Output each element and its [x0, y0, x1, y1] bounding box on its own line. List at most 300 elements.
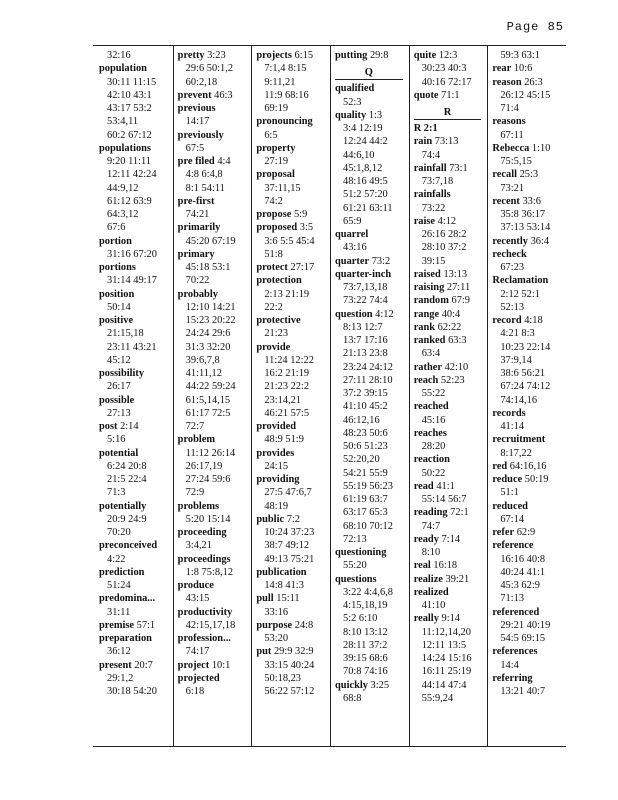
page-reference: 8:13 12:7: [343, 321, 383, 333]
page-number: Page 85: [506, 20, 564, 34]
page-reference: 3:23: [207, 50, 226, 61]
page-reference: 37:2 39:15: [343, 388, 388, 399]
page-reference: 42:10: [444, 361, 469, 373]
page-reference: 7:14: [441, 533, 460, 545]
index-term: proposed: [256, 222, 298, 234]
page-reference: 27:11 28:10: [343, 374, 393, 386]
index-entry: [256, 592, 330, 605]
page-reference: 36:4: [530, 235, 550, 247]
index-term: provided: [256, 421, 296, 432]
page-reference: 3:5: [299, 222, 314, 234]
index-term: portion: [99, 235, 132, 247]
page-reference: 13:21 40:7: [500, 686, 546, 697]
page-reference: 43:17 53:2: [107, 103, 152, 114]
page-reference: 26:16 28:2: [421, 229, 467, 240]
page-reference: 50:6 51:23: [343, 441, 388, 452]
index-term: questions: [335, 573, 377, 585]
page-reference: 12:3: [438, 50, 458, 61]
page-reference: 5:16: [107, 434, 126, 446]
index-entry: [335, 109, 409, 122]
page-reference: 10:24 37:23: [264, 527, 315, 538]
page-reference: 2:12 52:1: [500, 288, 540, 300]
page-reference: 6:15: [294, 50, 314, 61]
page-reference: 13:7 17:16: [343, 335, 388, 346]
page-reference: 40:4: [441, 308, 461, 320]
index-column: [93, 46, 173, 746]
page-reference: 74:4: [421, 149, 441, 161]
index-term: position: [99, 288, 135, 300]
page-reference: 25:3: [519, 169, 539, 181]
index-term: reached: [413, 401, 449, 413]
index-term: rank: [413, 321, 436, 333]
index-entry: [492, 473, 566, 486]
page-reference: 33:16: [264, 606, 289, 618]
section-header: Q: [335, 66, 403, 80]
page-reference: 15:23 20:22: [185, 315, 236, 326]
index-term: questioning: [335, 547, 387, 558]
page-reference: 11:12,14,20: [421, 626, 471, 638]
page-reference: 72:1: [450, 507, 469, 519]
index-term: red: [492, 460, 508, 472]
page-reference: 67:23: [500, 262, 525, 273]
index-entry: [414, 321, 488, 334]
index-entry: [99, 420, 173, 433]
index-term: populations: [99, 142, 151, 154]
page-reference: 52:20,20: [343, 454, 380, 466]
page-reference: 48:9 51:9: [264, 434, 304, 446]
index-entry: [414, 334, 488, 347]
page-reference: 8:10: [421, 547, 441, 558]
index-term: prediction: [99, 566, 145, 578]
index-term: rainfall: [413, 162, 447, 174]
index-term: read: [413, 480, 434, 492]
page-reference: 23:11 43:21: [107, 341, 157, 353]
index-term: possible: [99, 394, 135, 406]
page-reference: 72:9: [185, 487, 205, 499]
page-reference: 3:6 5:5 45:4: [264, 235, 315, 247]
page-reference: 2:14: [120, 421, 139, 432]
index-term: quarter: [335, 255, 370, 267]
page-reference: 50:19: [524, 474, 549, 485]
index-term: produce: [177, 580, 214, 591]
index-column: [330, 46, 409, 746]
page-reference: 42:15,17,18: [185, 619, 236, 631]
page-reference: 1:10: [531, 142, 551, 154]
index-entry: [256, 619, 330, 632]
page-reference: 61:19 63:7: [343, 494, 388, 505]
index-term: predomina...: [99, 593, 156, 605]
page-reference: 50:18,23: [264, 672, 302, 684]
page-reference: 15:11: [276, 593, 300, 605]
index-entry: [414, 533, 488, 546]
page-reference: 72:13: [343, 533, 367, 545]
index-term: rather: [413, 361, 442, 373]
index-term: prevent: [177, 89, 212, 101]
index-entry: [492, 62, 566, 75]
index-term: reason: [492, 76, 522, 88]
page-reference: 73:7,18: [421, 176, 454, 187]
index-entry: [335, 679, 409, 692]
page-reference: 24:8: [294, 619, 314, 631]
page-reference: 50:14: [107, 301, 131, 313]
page-reference: 5:20 15:14: [185, 513, 231, 525]
index-term: proposal: [256, 169, 295, 181]
page-reference: 11:9 68:16: [264, 89, 309, 101]
page-reference: 21:23 22:2: [264, 381, 310, 393]
index-term: Rebecca: [492, 142, 530, 154]
index-term: purpose: [256, 619, 293, 631]
index-entry: [492, 526, 566, 539]
page-reference: 4:22: [107, 553, 126, 565]
page-reference: 68:8: [343, 692, 362, 704]
page-reference: 64:3,12: [107, 209, 139, 220]
index-entry: [414, 480, 488, 493]
index-term: protect: [256, 262, 288, 273]
page-reference: 63:4: [421, 348, 441, 360]
index-entry: [178, 49, 252, 62]
index-entry: [414, 612, 488, 625]
index-term: quality: [335, 109, 367, 121]
page-reference: 44:22 59:24: [185, 381, 236, 393]
page-reference: 43:16: [343, 242, 367, 254]
index-term: reasons: [492, 116, 526, 128]
index-entry: [256, 645, 330, 658]
page-reference: 4:12: [437, 215, 457, 227]
page-reference: 27:19: [264, 156, 289, 167]
index-term: put: [256, 646, 272, 658]
page-reference: 55:9,24: [421, 692, 454, 704]
page-reference: 74:14,16: [500, 394, 538, 406]
index-entry: [414, 281, 488, 294]
page-reference: 6:18: [185, 686, 205, 697]
page-reference: 8:10 13:12: [343, 626, 388, 638]
index-term: problems: [177, 500, 220, 512]
index-term: reaction: [413, 454, 450, 466]
page-reference: 63:3: [448, 335, 467, 346]
index-term: raise: [413, 215, 436, 227]
page-reference: 44:9,12: [107, 182, 139, 194]
page-reference: 30:11 11:15: [107, 76, 157, 88]
index-term: quote: [413, 89, 439, 101]
page-reference: 14:17: [185, 116, 210, 128]
index-term: realize: [413, 573, 443, 585]
page-reference: 3:4,21: [185, 540, 212, 552]
page-reference: 36:12: [107, 646, 131, 658]
index-term: reading: [413, 507, 448, 519]
page-reference: 68:10 70:12: [343, 520, 393, 532]
page-reference: 73:13: [434, 136, 459, 148]
index-term: ready: [413, 533, 439, 545]
page-reference: 13:13: [443, 268, 468, 280]
page-reference: 51:2 57:20: [343, 189, 388, 201]
index-entry: [256, 261, 330, 274]
index-term: raised: [413, 268, 441, 280]
index-entry: [492, 168, 566, 181]
page-reference: 61:5,14,15: [185, 394, 231, 406]
index-term: population: [99, 63, 147, 75]
page-reference: 67:9: [451, 295, 470, 307]
page-reference: 62:9: [516, 527, 536, 538]
index-entry: [178, 659, 252, 672]
index-column: [409, 46, 488, 746]
page-reference: 37:13 53:14: [500, 222, 551, 234]
index-entry: [492, 76, 566, 89]
page-reference: 57:1: [136, 619, 156, 631]
index-entry: [492, 142, 566, 155]
page-reference: 38:6 56:21: [500, 368, 546, 379]
page-reference: 1:8 75:8,12: [185, 566, 234, 578]
index-term: recheck: [492, 248, 527, 260]
page-reference: 73:22: [421, 202, 446, 214]
page-reference: 31:3 32:20: [185, 341, 231, 353]
index-entry: [492, 460, 566, 473]
page-reference: 21:15,18: [107, 328, 144, 340]
page-reference: 45:20 67:19: [185, 235, 236, 247]
page-reference: 62:22: [437, 321, 462, 333]
page-reference: 41:14: [500, 421, 525, 432]
page-reference: 30:23 40:3: [421, 63, 467, 75]
page-reference: 61:21 63:11: [343, 202, 393, 214]
index-term: proceedings: [177, 553, 231, 565]
index-term: pre filed: [177, 156, 215, 167]
page-reference: 20:7: [134, 659, 153, 671]
page-reference: 5:2 6:10: [343, 613, 378, 625]
index-entry: [99, 619, 173, 632]
page-reference: 31:16 67:20: [107, 248, 157, 260]
page-reference: 43:15: [185, 593, 210, 605]
page-reference: 53:20: [264, 633, 289, 644]
index-term: portions: [99, 262, 136, 273]
index-entry: [178, 89, 252, 102]
page-reference: 67:6: [107, 222, 126, 234]
index-term: previously: [177, 129, 224, 141]
page-reference: 70:20: [107, 527, 131, 538]
index-term: primarily: [177, 222, 221, 234]
page-reference: 53:4,11: [107, 116, 139, 128]
page-reference: 51:24: [107, 580, 131, 591]
index-entry: [414, 361, 488, 374]
page-reference: 8:17,22: [500, 447, 532, 459]
index-term: provide: [256, 341, 291, 353]
page-reference: 16:11 25:19: [421, 666, 472, 678]
index-term: propose: [256, 209, 292, 220]
index-column: [173, 46, 252, 746]
page-reference: 52:13: [500, 301, 525, 313]
index-term: ranked: [413, 335, 446, 346]
page-reference: 73:2: [371, 255, 391, 267]
page-reference: 74:21: [185, 209, 210, 220]
page-reference: 41:11,12: [185, 368, 222, 379]
page-reference: 72:7: [185, 421, 205, 432]
page-reference: 10:1: [211, 659, 231, 671]
page-reference: 31:11: [107, 606, 131, 618]
page-reference: 44:14 47:4: [421, 679, 467, 691]
index-entry: [335, 255, 409, 268]
index-term: rainfalls: [413, 189, 451, 201]
page-reference: 44:6,10: [343, 149, 375, 161]
page-reference: 55:19 56:23: [343, 480, 393, 492]
page-reference: 24:15: [264, 460, 289, 472]
index-term: provides: [256, 447, 295, 459]
index-term: project: [177, 659, 210, 671]
index-term: quickly: [335, 679, 368, 691]
page-reference: 7:2: [286, 513, 300, 525]
index-term: references: [492, 646, 538, 658]
index-term: random: [413, 295, 449, 307]
page-reference: 16:2 21:19: [264, 368, 310, 379]
page-reference: 52:23: [440, 374, 465, 386]
index-entry: [414, 559, 488, 572]
page-reference: 29:21 40:19: [500, 619, 551, 631]
index-entry: [492, 235, 566, 248]
index-term: records: [492, 407, 526, 419]
index-entry: [256, 49, 330, 62]
page-reference: 4:4: [217, 156, 231, 167]
page-reference: 61:17 72:5: [185, 407, 231, 419]
page-reference: 63:17 65:3: [343, 507, 388, 519]
index-term: pretty: [177, 50, 205, 61]
index-term: realized: [413, 586, 449, 598]
page-reference: 30:18 54:20: [107, 686, 157, 697]
page-reference: 14:4: [500, 659, 519, 671]
page-reference: 48:23 50:6: [343, 427, 388, 439]
index-term: referenced: [492, 606, 540, 618]
index-term: preconceived: [99, 540, 158, 552]
page-reference: 67:24 74:12: [500, 381, 551, 393]
index-term: protective: [256, 315, 301, 326]
index-entry: [414, 89, 488, 102]
index-term: real: [413, 560, 431, 572]
index-table: [93, 45, 566, 747]
page-reference: 73:21: [500, 182, 525, 194]
index-term: publication: [256, 566, 307, 578]
index-entry: [414, 268, 488, 281]
page-reference: 73:22 74:4: [343, 295, 388, 307]
page-reference: 22:2: [264, 301, 283, 313]
page-reference: 16:18: [433, 560, 458, 572]
page-reference: 29:1,2: [107, 672, 134, 684]
index-term: rain: [413, 136, 433, 148]
index-entry: [414, 215, 488, 228]
index-entry: [99, 659, 173, 672]
index-entry: [492, 195, 566, 208]
page-reference: 12:11 42:24: [107, 169, 157, 181]
index-term: proceeding: [177, 527, 227, 538]
page-reference: 54:5 69:15: [500, 633, 546, 644]
index-term: previous: [177, 103, 216, 114]
page-reference: 35:8 36:17: [500, 209, 546, 220]
page-reference: 51:1: [500, 487, 519, 499]
page-reference: 5:9: [293, 209, 308, 220]
page-reference: 33:15 40:24: [264, 659, 315, 671]
page-reference: 9:14: [441, 613, 460, 625]
page-reference: 45:18 53:1: [185, 262, 231, 273]
page-reference: 46:3: [214, 89, 233, 101]
index-term: public: [256, 513, 285, 525]
index-term: recruitment: [492, 434, 546, 446]
index-term: reduce: [492, 474, 523, 485]
index-term: possibility: [99, 368, 145, 379]
page-reference: 4:21 8:3: [500, 328, 535, 340]
index-term: pull: [256, 593, 274, 605]
page-reference: 27:5 47:6,7: [264, 487, 312, 499]
page-reference: 14:24 15:16: [421, 653, 472, 664]
page-reference: 74:7: [421, 520, 441, 532]
page-reference: 4:15,18,19: [343, 600, 388, 611]
page-reference: 60:2,18: [185, 76, 218, 88]
page-reference: 11:24 12:22: [264, 354, 314, 366]
page-reference: 9:11,21: [264, 76, 296, 88]
page-reference: 41:10 45:2: [343, 401, 388, 413]
index-term: reach: [413, 374, 439, 386]
page-reference: 65:9: [343, 215, 362, 227]
page-reference: 8:1 54:11: [185, 182, 225, 194]
page-reference: 23:14,21: [264, 394, 302, 406]
page-reference: 1:3: [368, 109, 383, 121]
page-reference: 39:15: [421, 255, 446, 267]
index-term: preparation: [99, 633, 152, 644]
index-term: providing: [256, 474, 300, 485]
page-reference: 45:3 62:9: [500, 580, 540, 591]
index-term: present: [99, 659, 132, 671]
page-reference: 71:3: [107, 487, 126, 499]
page-reference: 28:20: [421, 441, 446, 452]
index-term: potential: [99, 447, 139, 459]
page-reference: 67:11: [500, 129, 524, 141]
page-reference: 71:13: [500, 593, 525, 605]
page-reference: 28:10 37:2: [421, 242, 467, 254]
index-entry: [414, 162, 488, 175]
page-reference: 54:21 55:9: [343, 467, 388, 479]
index-term: pronouncing: [256, 116, 313, 128]
index-term: primary: [177, 248, 215, 260]
page-reference: 74:2: [264, 195, 283, 207]
page-reference: 37:9,14: [500, 354, 532, 366]
page-reference: 32:16: [107, 50, 131, 61]
index-entry: [335, 49, 409, 62]
page-reference: 50:22: [421, 467, 446, 479]
page-reference: 26:3: [524, 76, 543, 88]
index-term: post: [99, 421, 118, 432]
page-reference: 23:24 24:12: [343, 361, 393, 373]
page-reference: 64:16,16: [509, 460, 547, 472]
index-term: pre-first: [177, 195, 215, 207]
page-reference: 14:8 41:3: [264, 580, 304, 591]
page-reference: 27:13: [107, 407, 131, 419]
index-term: question: [335, 308, 373, 320]
page-reference: 52:3: [343, 96, 362, 108]
page-reference: 42:10 43:1: [107, 89, 152, 101]
index-term: protection: [256, 275, 302, 287]
index-entry: [335, 308, 409, 321]
index-term: raising: [413, 282, 445, 293]
page-reference: 45:16: [421, 414, 446, 426]
page-reference: 20:9 24:9: [107, 513, 147, 525]
index-term: record: [492, 315, 522, 326]
index-entry: [256, 221, 330, 234]
page-reference: 26:12 45:15: [500, 89, 551, 101]
page-reference: 27:11: [446, 282, 471, 293]
page-reference: 45:12: [107, 354, 131, 366]
page-reference: 21:5 22:4: [107, 474, 147, 485]
page-reference: 55:20: [343, 560, 367, 572]
page-reference: 16:16 40:8: [500, 553, 546, 565]
page-reference: 55:14 56:7: [421, 494, 467, 505]
index-term: probably: [177, 288, 218, 300]
page-reference: 71:1: [441, 89, 460, 101]
index-term: premise: [99, 619, 135, 631]
index-term: reaches: [413, 427, 447, 439]
